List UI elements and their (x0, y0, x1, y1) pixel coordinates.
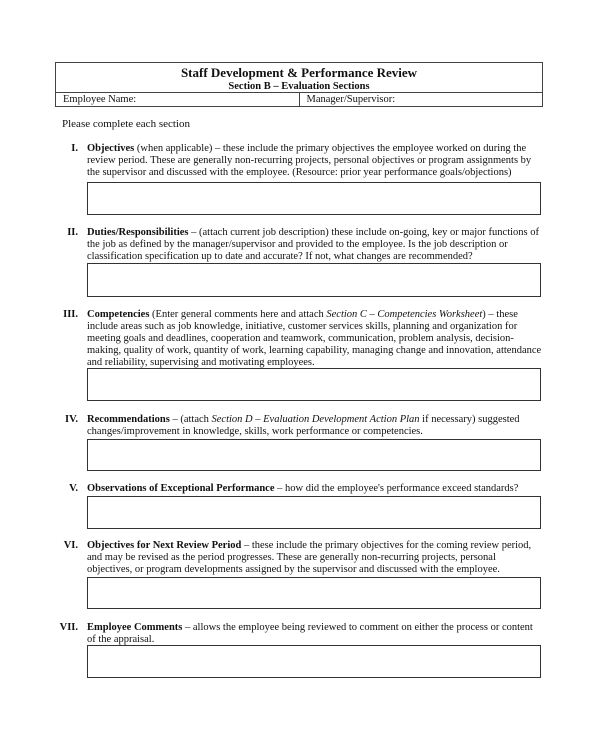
section-title: Objectives (87, 143, 135, 154)
section-text: – (attach (169, 414, 212, 425)
section-text: – these include the primary objectives for the coming review period, and may be revised as the period progresses. These are generally non-recurring projects, personal objectives, or program developments assigned by the supervisor and discussed with the employee. (87, 540, 532, 575)
employee-comments-answer-box[interactable] (87, 645, 541, 678)
section-numeral: VI. (63, 540, 78, 551)
next-objectives-answer-box[interactable] (87, 577, 541, 609)
employee-name-field[interactable]: Employee Name: (63, 94, 137, 105)
section-title: Competencies (87, 309, 150, 320)
section-numeral: V. (69, 483, 78, 494)
section-title: Employee Comments (87, 622, 183, 633)
objectives-answer-box[interactable] (87, 182, 541, 215)
section-title: Observations of Exceptional Performance (87, 483, 275, 494)
form-header (55, 62, 543, 93)
section-text: – allows the employee being reviewed to comment on either the process or content of the appraisal. (87, 622, 533, 645)
section-numeral: VII. (59, 622, 78, 633)
section-text: – (attach current job description) these include on-going, key or major functions of the job as defined by the manager/supervisor and provided to the employee. Is the job description or classification specification up to date and accurate? If not, what changes are recommended? (87, 227, 539, 262)
section-description (87, 309, 542, 369)
section-description (87, 622, 542, 646)
section-description (87, 540, 542, 576)
names-row (55, 92, 543, 107)
section-numeral: III. (63, 309, 78, 320)
form-title: Staff Development & Performance Review (180, 65, 418, 80)
section-description (87, 483, 542, 495)
section-italic: Section D – Evaluation Development Action Plan (211, 414, 420, 425)
section-description (87, 143, 542, 179)
section-text: (when applicable) – these include the primary objectives the employee worked on during the review period. These are generally non-recurring projects, personal objectives or program assignments by the supervisor and discussed with the employee. (Resource: prior year performance goals/objections) (87, 143, 532, 178)
section-italic: Section C – Competencies Worksheet (326, 309, 483, 320)
section-numeral: I. (71, 143, 78, 154)
section-text: – how did the employee's performance exceed standards? (274, 483, 519, 494)
section-title: Duties/Responsibilities (87, 227, 189, 238)
section-numeral: IV. (65, 414, 78, 425)
section-title: Objectives for Next Review Period (87, 540, 242, 551)
section-description (87, 414, 542, 438)
exceptional-performance-answer-box[interactable] (87, 496, 541, 529)
form-subtitle: Section B – Evaluation Sections (228, 81, 370, 92)
section-text: (Enter general comments here and attach (149, 309, 327, 320)
section-numeral: II. (67, 227, 78, 238)
section-description (87, 227, 542, 263)
section-text-after: if necessary) suggested changes/improvement in knowledge, skills, work performance or competencies. (87, 414, 520, 437)
intro-text: Please complete each section (62, 118, 190, 130)
section-title: Recommendations (87, 414, 170, 425)
competencies-answer-box[interactable] (87, 368, 541, 401)
recommendations-answer-box[interactable] (87, 439, 541, 471)
manager-name-field[interactable]: Manager/Supervisor: (299, 93, 543, 106)
section-text-after: ) – these include areas such as job knowledge, initiative, customer services skills, planning and organization for meeting goals and deadlines, cooperation and teamwork, communication, problem analysis, decision-making, quality of work, quantity of work, learning capability, managing change and innovation, attendance and reliability, supervising and motivating employees. (87, 309, 542, 368)
duties-answer-box[interactable] (87, 263, 541, 297)
